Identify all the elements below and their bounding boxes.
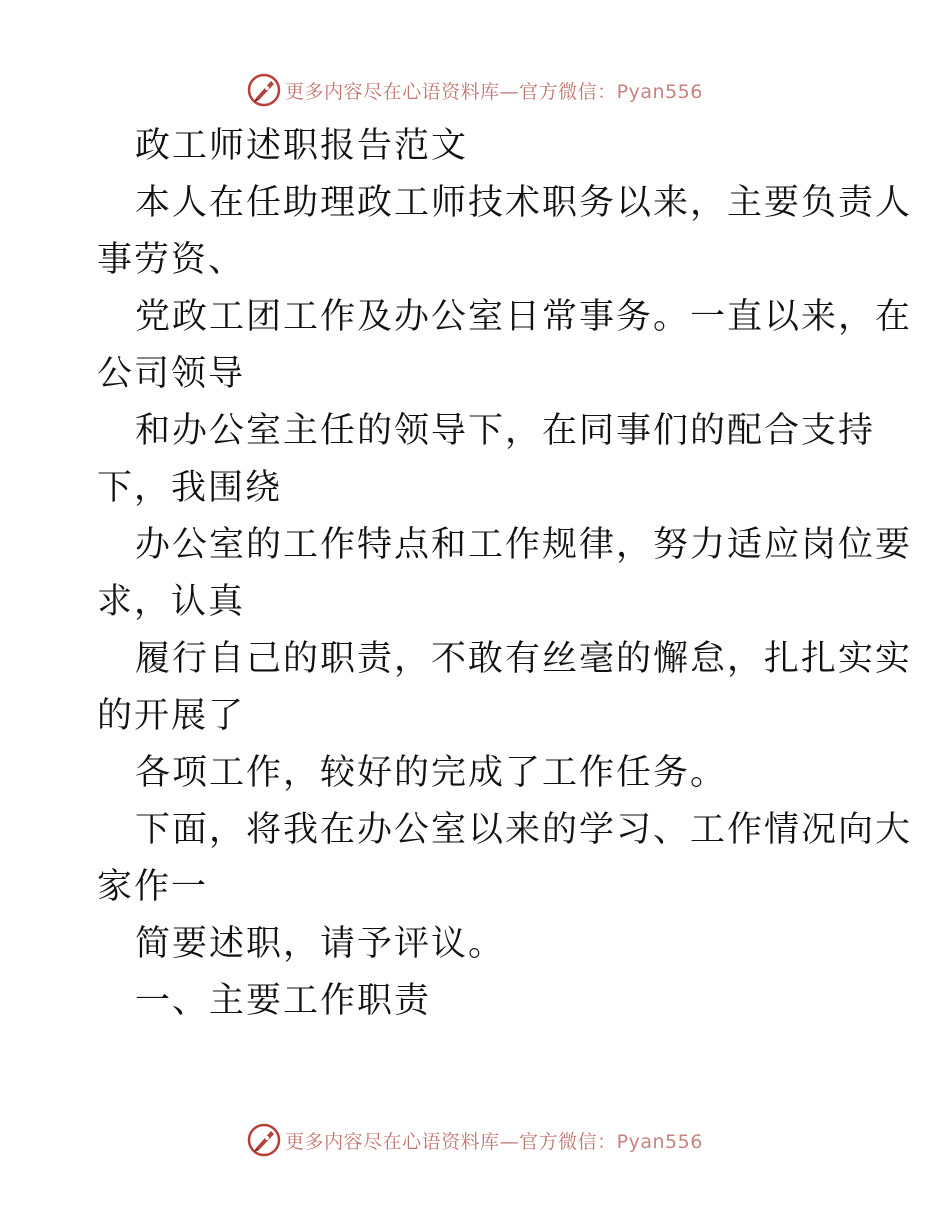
section-heading: 一、主要工作职责	[135, 981, 432, 1021]
paragraph-line: 简要述职，请予评议。	[135, 924, 506, 964]
paragraph-line: 下，我围绕	[97, 468, 283, 508]
paragraph-line: 和办公室主任的领导下，在同事们的配合支持	[135, 411, 876, 451]
banner-text: 更多内容尽在心语资料库—官方微信：Pyan556	[285, 80, 703, 103]
body-text	[97, 118, 913, 1030]
paragraph-line: 公司领导	[97, 354, 246, 394]
paragraph-line: 下面，将我在办公室以来的学习、工作情况向大	[135, 810, 913, 850]
paragraph-line: 的开展了	[97, 696, 246, 736]
footer-banner	[0, 1118, 950, 1162]
paragraph-line: 家作一	[97, 867, 209, 907]
paragraph-line: 本人在任助理政工师技术职务以来，主要负责人	[135, 183, 913, 223]
paragraph-line: 党政工团工作及办公室日常事务。一直以来，在	[135, 297, 913, 337]
paragraph-line: 求，认真	[97, 582, 246, 622]
document-title: 政工师述职报告范文	[135, 126, 469, 166]
paragraph-line: 履行自己的职责，不敢有丝毫的懈怠，扎扎实实	[135, 639, 913, 679]
wechat-id: Pyan556	[616, 80, 703, 103]
quill-logo-icon	[247, 1123, 281, 1157]
quill-logo-icon	[247, 73, 281, 107]
wechat-id: Pyan556	[616, 1130, 703, 1153]
banner-text: 更多内容尽在心语资料库—官方微信：Pyan556	[285, 1130, 703, 1153]
paragraph-line: 办公室的工作特点和工作规律，努力适应岗位要	[135, 525, 913, 565]
header-banner	[0, 68, 950, 112]
paragraph-line: 各项工作，较好的完成了工作任务。	[135, 753, 728, 793]
paragraph-line: 事劳资、	[97, 240, 246, 280]
